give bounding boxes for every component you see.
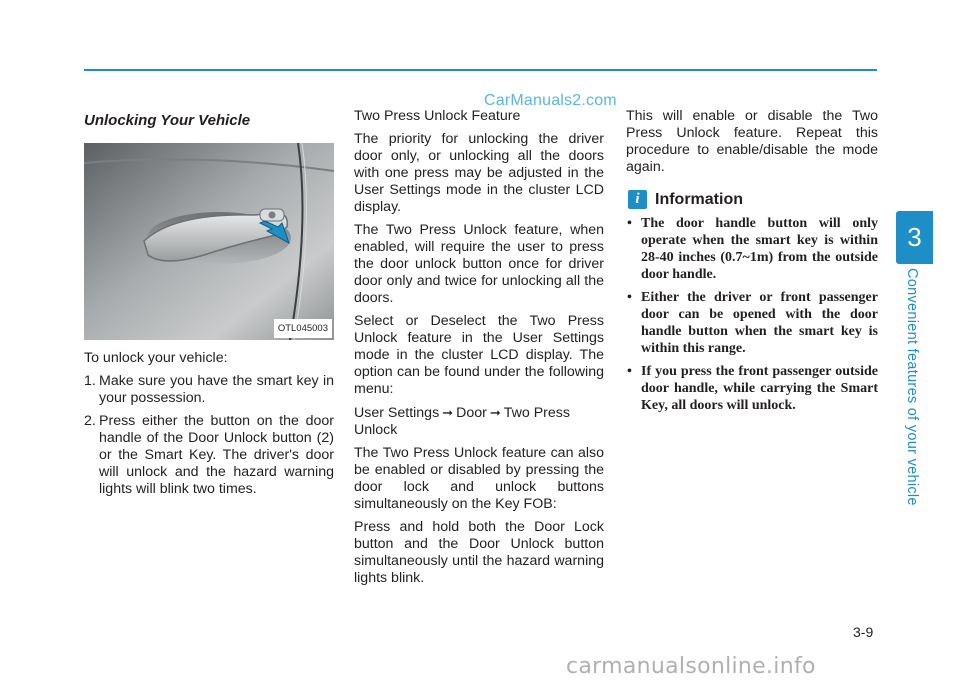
paragraph: The Two Press Unlock feature can also be enabled or disabled by pressing the door lock and unlock buttons simultaneously on the Key FOB:	[354, 445, 604, 512]
column-3	[626, 108, 878, 420]
top-rule	[84, 69, 877, 71]
column-2	[354, 108, 604, 593]
paragraph: Select or Deselect the Two Press Unlock feature in the User Settings mode in the cluster LCD display. The option can be found under the following menu:	[354, 313, 604, 397]
section-heading: Unlocking Your Vehicle	[84, 112, 251, 129]
arrow-icon: ➞	[442, 405, 454, 420]
door-handle-figure	[84, 143, 334, 340]
page-number: 3-9	[853, 624, 874, 640]
figure-label: OTL045003	[274, 319, 332, 338]
watermark-bottom[interactable]: carmanualsonline.info	[566, 654, 816, 679]
chapter-title: Convenient features of your vehicle	[904, 268, 920, 506]
step-number: 1.	[84, 373, 96, 389]
information-title: Information	[655, 191, 743, 208]
paragraph: Press and hold both the Door Lock button and the Door Unlock button simultaneously until the hazard warning lights blink.	[354, 519, 604, 586]
list-item	[84, 373, 334, 407]
list-item: • If you press the front passenger outside door handle, while carrying the Smart Key, all doors will unlock.	[626, 363, 878, 414]
chapter-title-vertical	[900, 268, 924, 506]
paragraph: The priority for unlocking the driver door only, or unlocking all the doors with one press may be adjusted in the User Settings mode in the cluster LCD display.	[354, 131, 604, 215]
list-item	[84, 413, 334, 498]
feature-title: Two Press Unlock Feature	[354, 108, 521, 124]
step-number: 2.	[84, 413, 96, 429]
list-item: • The door handle button will only operate when the smart key is within 28-40 inches (0.7~1m) from the outside door handle.	[626, 215, 878, 283]
menu-item-door: Door	[456, 405, 487, 421]
door-handle-image	[84, 143, 334, 340]
menu-item-two-press-unlock: Two Press Unlock	[354, 405, 570, 438]
info-icon: i	[628, 190, 647, 209]
menu-path	[354, 404, 604, 439]
step-text: Make sure you have the smart key in your possession.	[99, 373, 334, 406]
information-list	[626, 215, 878, 414]
step-text: Press either the button on the door handle of the Door Unlock button (2) or the Smart Key. The driver's door will unlock and the hazard warning lights will blink two times.	[99, 413, 334, 497]
information-header	[628, 190, 878, 209]
intro-text: To unlock your vehicle:	[84, 350, 228, 366]
steps-list	[84, 373, 334, 498]
paragraph: This will enable or disable the Two Press Unlock feature. Repeat this procedure to enable/disable the mode again.	[626, 108, 878, 175]
column-1	[84, 108, 334, 504]
chapter-tab	[896, 211, 933, 264]
list-item: • Either the driver or front passenger door can be opened with the door handle button when the smart key is within this range.	[626, 289, 878, 357]
arrow-icon: ➞	[489, 405, 501, 420]
chapter-number: 3	[907, 222, 922, 252]
menu-item-user-settings: User Settings	[354, 405, 440, 421]
watermark-top[interactable]: CarManuals2.com	[484, 92, 617, 109]
paragraph: The Two Press Unlock feature, when enabled, will require the user to press the door unlock button once for driver door only and twice for unlocking all the doors.	[354, 222, 604, 306]
